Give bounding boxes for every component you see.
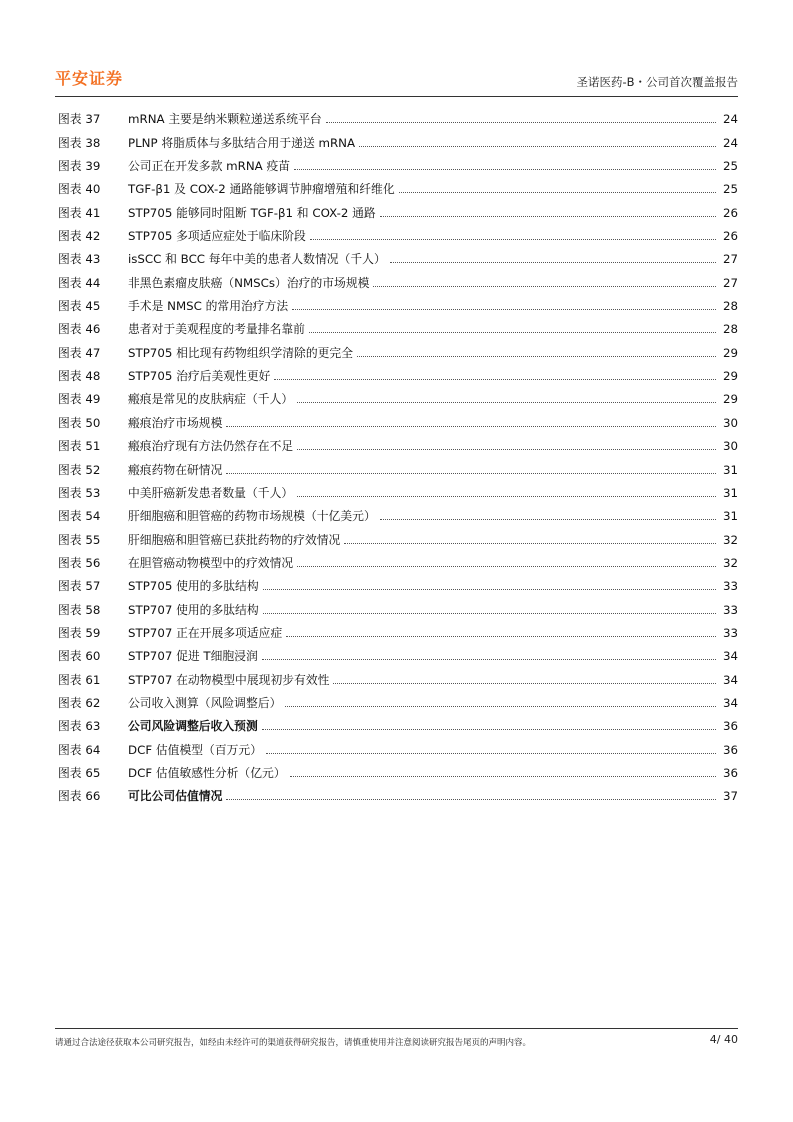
toc-entry-page[interactable]: 28 [722,299,738,314]
toc-entry-title[interactable]: 公司风险调整后收入预测 [128,719,258,734]
toc-entry-title[interactable]: DCF 估值模型（百万元） [128,742,263,757]
toc-entry-number: 图表 63 [58,719,101,734]
toc-entry-number: 图表 56 [58,555,101,570]
toc-entry-number: 图表 65 [58,765,101,780]
toc-entry-page[interactable]: 32 [722,555,738,570]
toc-leader-dots [333,683,716,684]
toc-entry-title[interactable]: 可比公司估值情况 [128,789,223,804]
toc-entry-title[interactable]: 中美肝癌新发患者数量（千人） [128,485,294,500]
toc-entry[interactable] [58,314,738,337]
toc-leader-dots [226,473,716,474]
toc-entry-title[interactable]: STP705 相比现有药物组织学清除的更完全 [128,345,354,360]
toc-leader-dots [326,122,716,123]
toc-entry-number: 图表 60 [58,649,101,664]
toc-entry-title[interactable]: 肝细胞癌和胆管癌已获批药物的疗效情况 [128,532,341,547]
toc-leader-dots [310,239,716,240]
toc-leader-dots [263,613,716,614]
toc-entry-title[interactable]: STP705 多项适应症处于临床阶段 [128,229,306,244]
table-of-figures [58,104,738,804]
toc-entry[interactable] [58,758,738,781]
toc-leader-dots [285,706,716,707]
toc-leader-dots [297,566,716,567]
toc-entry[interactable] [58,664,738,687]
toc-entry-number: 图表 37 [58,112,101,127]
toc-entry[interactable] [58,431,738,454]
toc-entry[interactable] [58,688,738,711]
toc-entry[interactable] [58,618,738,641]
toc-entry-number: 图表 64 [58,742,101,757]
header-divider [55,96,738,97]
page-number: 4/ 40 [709,1033,738,1046]
toc-leader-dots [390,262,716,263]
toc-entry-title[interactable]: 公司正在开发多款 mRNA 疫苗 [128,159,291,174]
toc-entry-page[interactable]: 34 [722,649,738,664]
toc-entry-page[interactable]: 32 [722,532,738,547]
toc-entry-page[interactable]: 26 [722,205,738,220]
toc-entry-page[interactable]: 29 [722,369,738,384]
toc-entry-page[interactable]: 33 [722,579,738,594]
toc-leader-dots [297,449,716,450]
toc-entry-title[interactable]: mRNA 主要是纳米颗粒递送系统平台 [128,112,322,127]
toc-entry-number: 图表 66 [58,789,101,804]
toc-entry-number: 图表 46 [58,322,101,337]
toc-entry[interactable] [58,501,738,524]
toc-entry-number: 图表 44 [58,275,101,290]
toc-leader-dots [262,659,716,660]
toc-entry[interactable] [58,478,738,501]
toc-entry[interactable] [58,594,738,617]
brand-logo: 平安证券 [55,69,124,88]
toc-entry[interactable] [58,291,738,314]
toc-entry-number: 图表 47 [58,345,101,360]
toc-entry-title[interactable]: isSCC 和 BCC 每年中美的患者人数情况（千人） [128,252,386,267]
toc-entry-page[interactable]: 30 [722,415,738,430]
toc-entry[interactable] [58,221,738,244]
toc-leader-dots [290,776,716,777]
toc-leader-dots [357,356,716,357]
toc-entry[interactable] [58,127,738,150]
toc-entry[interactable] [58,384,738,407]
toc-entry[interactable] [58,267,738,290]
toc-leader-dots [359,146,716,147]
toc-entry-title[interactable]: 在胆管癌动物模型中的疗效情况 [128,555,294,570]
toc-entry-title[interactable]: STP707 在动物模型中展现初步有效性 [128,672,330,687]
toc-entry-title[interactable]: 瘢痕药物在研情况 [128,462,223,477]
toc-entry-number: 图表 58 [58,602,101,617]
toc-entry-number: 图表 52 [58,462,101,477]
toc-entry-number: 图表 38 [58,135,101,150]
toc-leader-dots [286,636,716,637]
toc-entry[interactable] [58,244,738,267]
toc-entry-number: 图表 45 [58,299,101,314]
toc-leader-dots [226,799,716,800]
toc-entry[interactable] [58,781,738,804]
toc-entry-page[interactable]: 36 [722,719,738,734]
toc-entry-page[interactable]: 34 [722,695,738,710]
toc-entry-page[interactable]: 24 [722,112,738,127]
toc-entry-number: 图表 55 [58,532,101,547]
toc-entry[interactable] [58,407,738,430]
toc-entry-title[interactable]: 瘢痕治疗现有方法仍然存在不足 [128,439,294,454]
toc-leader-dots [294,169,716,170]
toc-entry-page[interactable]: 29 [722,345,738,360]
toc-entry-page[interactable]: 25 [722,159,738,174]
toc-entry[interactable] [58,454,738,477]
toc-entry-title[interactable]: STP705 能够同时阻断 TGF-β1 和 COX-2 通路 [128,205,376,220]
toc-entry-page[interactable]: 31 [722,509,738,524]
toc-leader-dots [399,192,716,193]
toc-leader-dots [309,332,716,333]
toc-entry-number: 图表 48 [58,369,101,384]
toc-entry-page[interactable]: 33 [722,602,738,617]
toc-entry-number: 图表 49 [58,392,101,407]
toc-entry-page[interactable]: 37 [722,789,738,804]
toc-entry-title[interactable]: 瘢痕是常见的皮肤病症（千人） [128,392,294,407]
toc-entry[interactable] [58,337,738,360]
toc-entry-number: 图表 54 [58,509,101,524]
toc-entry-number: 图表 43 [58,252,101,267]
toc-entry[interactable] [58,571,738,594]
toc-entry-page[interactable]: 29 [722,392,738,407]
toc-entry-title[interactable]: STP705 治疗后美观性更好 [128,369,271,384]
toc-entry-title[interactable]: 患者对于美观程度的考量排名靠前 [128,322,305,337]
toc-entry-page[interactable]: 30 [722,439,738,454]
toc-entry[interactable] [58,104,738,127]
report-title: 圣诺医药-B・公司首次覆盖报告 [576,75,738,89]
toc-entry-number: 图表 42 [58,229,101,244]
toc-entry-page[interactable]: 33 [722,625,738,640]
toc-leader-dots [226,426,716,427]
toc-leader-dots [263,589,716,590]
toc-entry-title[interactable]: TGF-β1 及 COX-2 通路能够调节肿瘤增殖和纤维化 [128,182,395,197]
toc-leader-dots [266,753,716,754]
toc-entry-title[interactable]: 肝细胞癌和胆管癌的药物市场规模（十亿美元） [128,509,376,524]
toc-entry[interactable] [58,174,738,197]
toc-entry-title[interactable]: 手术是 NMSC 的常用治疗方法 [128,299,289,314]
toc-entry-page[interactable]: 34 [722,672,738,687]
toc-entry-title[interactable]: PLNP 将脂质体与多肽结合用于递送 mRNA [128,135,356,150]
toc-entry-title[interactable]: STP707 正在开展多项适应症 [128,625,283,640]
toc-entry-number: 图表 61 [58,672,101,687]
toc-entry-number: 图表 50 [58,415,101,430]
toc-entry-number: 图表 53 [58,485,101,500]
toc-leader-dots [297,402,716,403]
toc-leader-dots [262,729,716,730]
toc-entry-page[interactable]: 28 [722,322,738,337]
toc-leader-dots [297,496,716,497]
toc-entry-page[interactable]: 31 [722,485,738,500]
toc-entry-page[interactable]: 36 [722,765,738,780]
toc-entry-number: 图表 51 [58,439,101,454]
toc-entry-page[interactable]: 31 [722,462,738,477]
footer-divider [55,1028,738,1029]
toc-entry-number: 图表 40 [58,182,101,197]
page-header [55,64,738,94]
footer-disclaimer: 请通过合法途径获取本公司研究报告，如经由未经许可的渠道获得研究报告，请慎重使用并注意阅读研究报告尾页的声明内容。 [55,1038,532,1048]
toc-entry-title[interactable]: STP707 使用的多肽结构 [128,602,259,617]
toc-leader-dots [292,309,716,310]
toc-entry-page[interactable]: 24 [722,135,738,150]
toc-entry-title[interactable]: 瘢痕治疗市场规模 [128,415,223,430]
toc-entry[interactable] [58,151,738,174]
toc-entry[interactable] [58,641,738,664]
toc-entry-title[interactable]: STP707 促进 T细胞浸润 [128,649,258,664]
toc-entry-title[interactable]: DCF 估值敏感性分析（亿元） [128,765,286,780]
toc-entry[interactable] [58,524,738,547]
toc-leader-dots [373,286,716,287]
toc-entry-title[interactable]: STP705 使用的多肽结构 [128,579,259,594]
toc-entry-number: 图表 62 [58,695,101,710]
toc-entry-number: 图表 59 [58,625,101,640]
toc-entry[interactable] [58,548,738,571]
toc-leader-dots [274,379,716,380]
toc-entry-number: 图表 57 [58,579,101,594]
toc-entry-page[interactable]: 27 [722,252,738,267]
toc-entry-page[interactable]: 26 [722,229,738,244]
toc-entry-number: 图表 39 [58,159,101,174]
toc-entry-page[interactable]: 36 [722,742,738,757]
toc-entry[interactable] [58,734,738,757]
toc-entry[interactable] [58,361,738,384]
toc-entry-number: 图表 41 [58,205,101,220]
toc-entry-title[interactable]: 公司收入测算（风险调整后） [128,695,282,710]
toc-entry[interactable] [58,197,738,220]
toc-entry-title[interactable]: 非黑色素瘤皮肤癌（NMSCs）治疗的市场规模 [128,275,370,290]
toc-leader-dots [344,543,716,544]
toc-leader-dots [380,519,716,520]
toc-entry-page[interactable]: 27 [722,275,738,290]
toc-leader-dots [380,216,716,217]
toc-entry[interactable] [58,711,738,734]
toc-entry-page[interactable]: 25 [722,182,738,197]
